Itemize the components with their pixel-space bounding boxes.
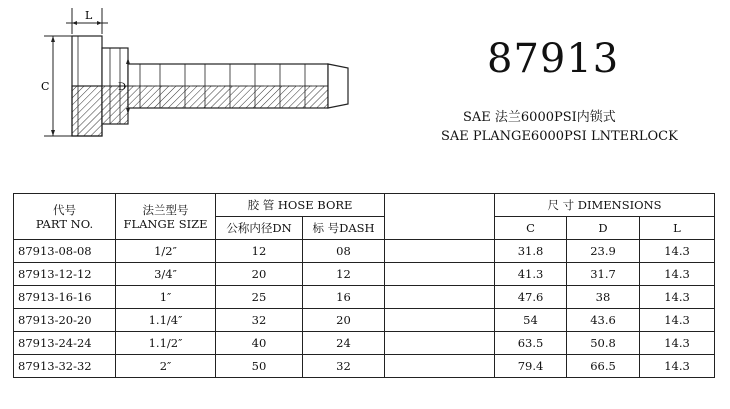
header-dn: 公称内径DN [216,217,303,240]
cell-flange: 2″ [116,355,216,378]
cell-d: 38 [567,286,640,309]
header-dash: 标 号DASH [303,217,385,240]
cell-c: 79.4 [495,355,567,378]
table-row [14,332,715,355]
cell-spacer [385,263,495,286]
cell-d: 31.7 [567,263,640,286]
part-number-title: 87913 [487,36,620,82]
table-row [14,355,715,378]
cell-c: 54 [495,309,567,332]
header-part [14,194,116,240]
header-d: D [567,217,640,240]
table-header-row-1 [14,194,715,217]
cell-l: 14.3 [640,240,715,263]
flange [72,36,102,136]
cell-dash: 20 [303,309,385,332]
cell-dn: 20 [216,263,303,286]
cell-flange: 3/4″ [116,263,216,286]
header-c: C [495,217,567,240]
cell-flange: 1/2″ [116,240,216,263]
cell-dash: 12 [303,263,385,286]
table-row [14,309,715,332]
cell-flange: 1.1/2″ [116,332,216,355]
cell-spacer [385,355,495,378]
header-flange-cn: 法兰型号 [142,202,189,217]
cell-dn: 25 [216,286,303,309]
subtitle-chinese: SAE 法兰6000PSI内锁式 [463,110,616,125]
cell-spacer [385,240,495,263]
cell-flange: 1″ [116,286,216,309]
cell-dash: 16 [303,286,385,309]
cell-dash: 32 [303,355,385,378]
cell-l: 14.3 [640,286,715,309]
label-l: L [85,9,93,22]
header-part-en: PART NO. [35,216,94,231]
cell-c: 63.5 [495,332,567,355]
cell-spacer [385,286,495,309]
cell-l: 14.3 [640,309,715,332]
cell-dn: 50 [216,355,303,378]
cell-part: 87913-12-12 [14,263,116,286]
table-row [14,286,715,309]
table-row [14,240,715,263]
header-dimensions: 尺 寸 DIMENSIONS [495,194,715,217]
cell-c: 47.6 [495,286,567,309]
header-flange-en: FLANGE SIZE [123,216,208,231]
header-part-cn: 代号 [53,202,76,217]
cell-dash: 08 [303,240,385,263]
label-d: D [118,82,127,93]
cell-d: 43.6 [567,309,640,332]
cell-l: 14.3 [640,332,715,355]
cell-dn: 32 [216,309,303,332]
header-spacer [385,194,495,240]
cell-d: 66.5 [567,355,640,378]
spec-table [13,193,715,378]
cell-l: 14.3 [640,263,715,286]
cell-l: 14.3 [640,355,715,378]
cell-d: 23.9 [567,240,640,263]
dimension-c [41,36,72,136]
header-hose-bore: 胶 管 HOSE BORE [216,194,385,217]
subtitle-english: SAE PLANGE6000PSI LNTERLOCK [441,129,678,144]
cell-c: 41.3 [495,263,567,286]
header-flange [116,194,216,240]
header-l: L [640,217,715,240]
cell-part: 87913-08-08 [14,240,116,263]
cell-dn: 40 [216,332,303,355]
cell-c: 31.8 [495,240,567,263]
cell-part: 87913-16-16 [14,286,116,309]
cell-part: 87913-20-20 [14,309,116,332]
dimension-l [66,8,108,34]
cell-part: 87913-24-24 [14,332,116,355]
cell-dn: 12 [216,240,303,263]
cell-spacer [385,332,495,355]
cell-flange: 1.1/4″ [116,309,216,332]
table-row [14,263,715,286]
cell-dash: 24 [303,332,385,355]
cell-spacer [385,309,495,332]
fitting-drawing [0,0,400,160]
cell-d: 50.8 [567,332,640,355]
hose-tail [128,64,348,108]
cell-part: 87913-32-32 [14,355,116,378]
label-c: C [41,80,50,93]
